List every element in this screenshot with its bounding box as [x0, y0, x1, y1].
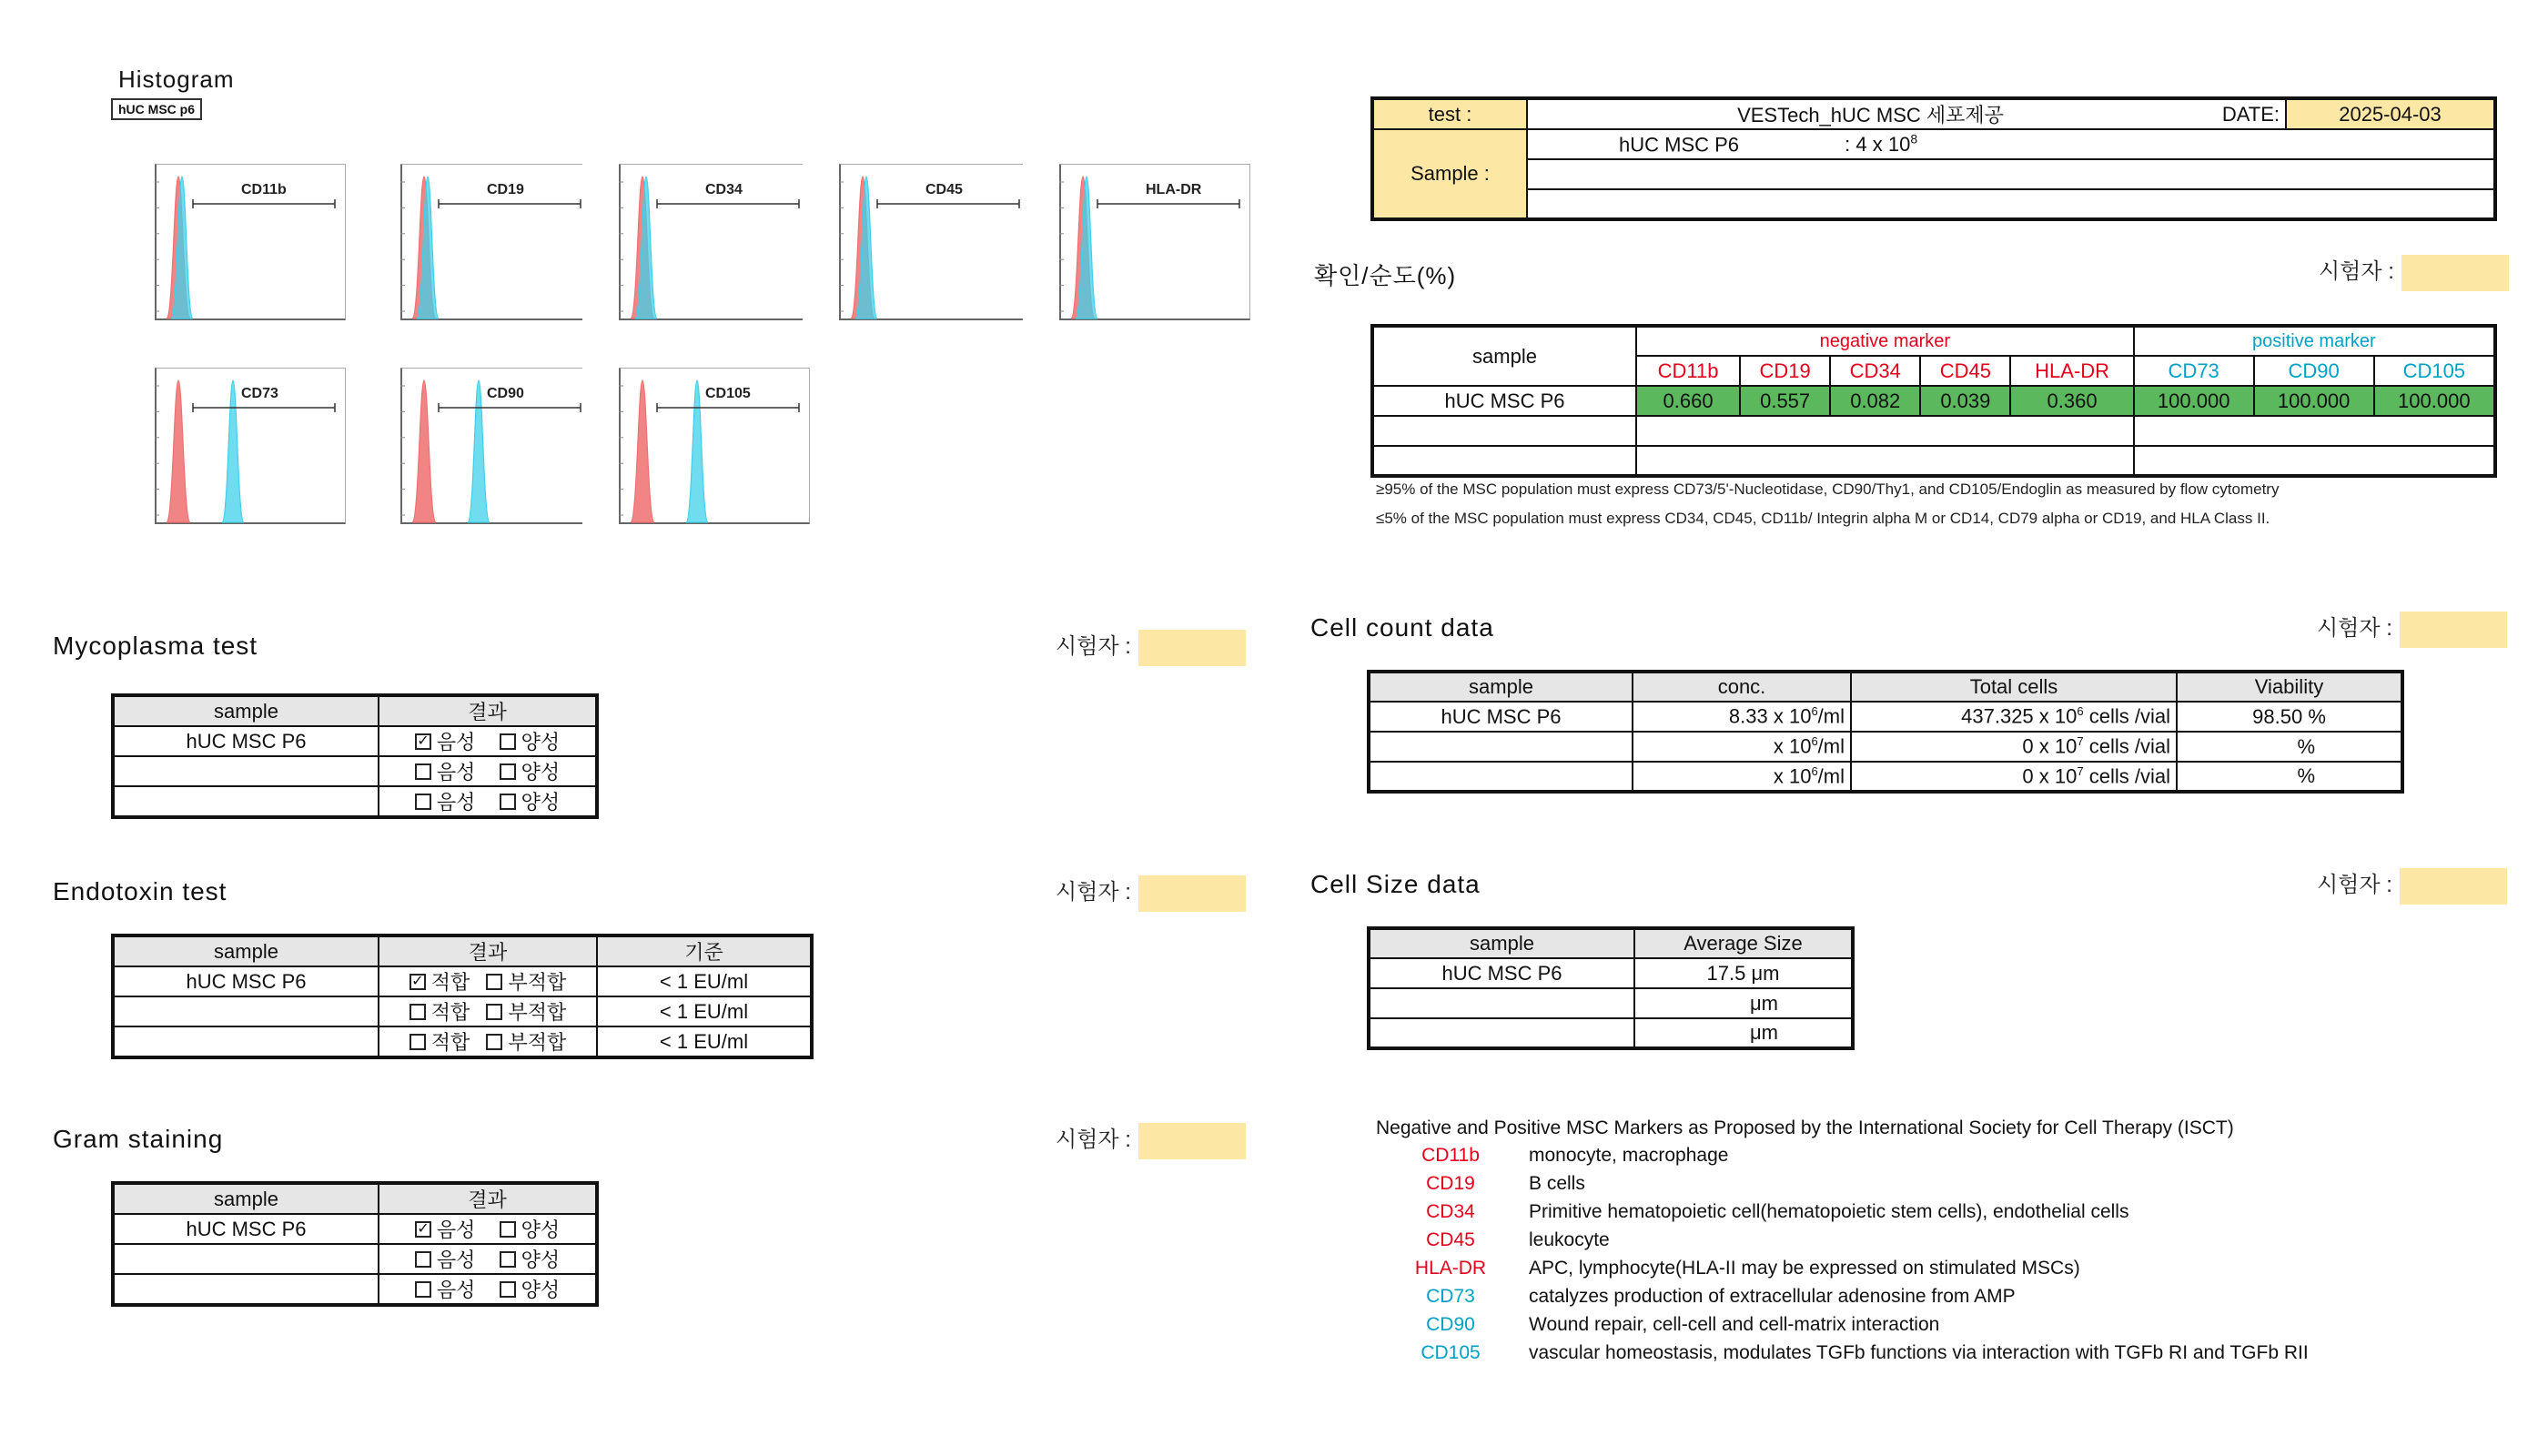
endo-row-result: ✓ 적합 부적합: [379, 966, 597, 996]
negative-marker-value: 0.082: [1830, 386, 1920, 416]
histogram-panel: [1023, 164, 1250, 346]
isct-description: catalyzes production of extracellular adenosine from AMP: [1529, 1286, 2016, 1307]
gram-neg-checkbox[interactable]: ✓: [415, 1221, 431, 1238]
isct-description: leukocyte: [1529, 1229, 1610, 1250]
cc-row-viability: 98.50 %: [2177, 702, 2402, 732]
isct-description: monocyte, macrophage: [1529, 1145, 1729, 1166]
histogram-panel: [803, 164, 1030, 346]
myco-row-result: ✓ 음성 양성: [379, 726, 597, 756]
cellsize-tester: 시험자 :: [2317, 866, 2507, 905]
myco-col-result: 결과: [379, 695, 597, 726]
cellsize-tester-box[interactable]: [2400, 868, 2507, 905]
isct-marker: CD11b: [1421, 1145, 1480, 1166]
endo-nok-checkbox[interactable]: [486, 1034, 502, 1050]
sample-row-3: [1527, 189, 2495, 219]
cs-col-avg: Average Size: [1634, 928, 1853, 958]
date-value: 2025-04-03: [2286, 98, 2495, 129]
endo-ok-checkbox[interactable]: ✓: [410, 974, 426, 990]
histogram-marker-label: CD19: [487, 182, 524, 197]
cellcount-tester-box[interactable]: [2400, 612, 2507, 648]
cs-row-size: μm: [1634, 988, 1853, 1018]
purity-note-1: ≥95% of the MSC population must express CD73/5'-Nucleotidase, CD90/Thy1, and CD105/Endoglin as measured by flow cytometry: [1376, 480, 2280, 498]
negative-marker-cd19: CD19: [1740, 356, 1830, 386]
cc-row-viability: %: [2177, 762, 2402, 792]
histogram-marker-label: CD90: [487, 386, 524, 401]
negative-marker-cd11b: CD11b: [1636, 356, 1740, 386]
cellsize-table: [1367, 926, 1855, 1050]
endotoxin-table: [111, 934, 814, 1059]
gram-row-sample: hUC MSC P6: [113, 1214, 379, 1244]
endo-row-criteria: < 1 EU/ml: [597, 1026, 812, 1057]
histogram-marker-label: CD34: [705, 182, 743, 197]
endo-row-result: 적합 부적합: [379, 996, 597, 1026]
isct-title: Negative and Positive MSC Markers as Proposed by the International Society for Cell Therapy (ISCT): [1376, 1117, 2234, 1138]
isct-description: Primitive hematopoietic cell(hematopoietic stem cells), endothelial cells: [1529, 1201, 2129, 1222]
positive-marker-value: 100.000: [2254, 386, 2374, 416]
endo-row-result: 적합 부적합: [379, 1026, 597, 1057]
cs-col-sample: sample: [1369, 928, 1634, 958]
negative-marker-cd45: CD45: [1920, 356, 2010, 386]
mycoplasma-tester: 시험자 :: [1056, 628, 1246, 666]
purity-tester: 시험자 :: [2319, 253, 2509, 291]
purity-title: 확인/순도(%): [1314, 262, 1457, 289]
negative-marker-value: 0.039: [1920, 386, 2010, 416]
isct-row: [1390, 1201, 2128, 1223]
positive-marker-cd105: CD105: [2374, 356, 2495, 386]
histogram-marker-label: HLA-DR: [1146, 182, 1202, 197]
gram-pos-checkbox[interactable]: [500, 1221, 516, 1238]
histogram-panel: [582, 368, 810, 550]
myco-col-sample: sample: [113, 695, 379, 726]
isct-description: vascular homeostasis, modulates TGFb functions via interaction with TGFb RI and TGFb RII: [1529, 1342, 2309, 1363]
purity-sample-header: sample: [1372, 326, 1636, 386]
purity-value-row: [1372, 386, 2495, 416]
positive-marker-value: 100.000: [2374, 386, 2495, 416]
negative-marker-cd34: CD34: [1830, 356, 1920, 386]
endotoxin-title: Endotoxin test: [53, 877, 228, 905]
isct-row: [1390, 1314, 1939, 1336]
isct-description: APC, lymphocyte(HLA-II may be expressed on stimulated MSCs): [1529, 1258, 2080, 1279]
cc-row-total: 437.325 x $10^6$ cells /vial: [1851, 702, 2177, 732]
myco-neg-checkbox[interactable]: ✓: [415, 733, 431, 750]
isct-row: [1390, 1286, 2016, 1308]
isct-marker: CD34: [1426, 1201, 1475, 1222]
myco-row-result: 음성 양성: [379, 756, 597, 786]
date-label: DATE:: [2213, 98, 2286, 129]
positive-marker-cd73: CD73: [2134, 356, 2254, 386]
negative-marker-value: 0.557: [1740, 386, 1830, 416]
cellcount-title: Cell count data: [1310, 613, 1494, 642]
purity-empty-row: [1372, 446, 2495, 476]
cc-col-conc: conc.: [1633, 672, 1851, 702]
cc-row-sample: hUC MSC P6: [1369, 702, 1633, 732]
isct-marker: HLA-DR: [1414, 1258, 1487, 1279]
positive-marker-header: positive marker: [2134, 326, 2495, 356]
histogram-panel: [364, 368, 592, 550]
histogram-panel: [582, 164, 810, 346]
purity-tester-box[interactable]: [2401, 255, 2509, 291]
mycoplasma-tester-box[interactable]: [1138, 630, 1246, 666]
cc-row-viability: %: [2177, 732, 2402, 762]
endo-col-sample: sample: [113, 935, 379, 966]
control-peak: [167, 380, 190, 522]
header-table: [1370, 96, 2497, 221]
isct-row: [1390, 1342, 2309, 1364]
isct-row: [1390, 1229, 1610, 1251]
histogram-panel: [364, 164, 592, 346]
cc-row-total: 0 x $10^7$ cells /vial: [1851, 762, 2177, 792]
myco-pos-checkbox[interactable]: [500, 763, 516, 780]
sample-label: Sample :: [1372, 129, 1527, 219]
cc-row-total: 0 x $10^7$ cells /vial: [1851, 732, 2177, 762]
endo-col-criteria: 기준: [597, 935, 812, 966]
endo-ok-checkbox[interactable]: [410, 1034, 426, 1050]
control-peak: [631, 380, 654, 522]
mycoplasma-title: Mycoplasma test: [53, 632, 258, 660]
endo-nok-checkbox[interactable]: [486, 974, 502, 990]
gram-title: Gram staining: [53, 1125, 224, 1153]
gram-col-sample: sample: [113, 1183, 379, 1214]
cs-row-size: 17.5 μm: [1634, 958, 1853, 988]
cc-row-conc: x $10^6/ml$: [1633, 732, 1851, 762]
negative-marker-value: 0.360: [2010, 386, 2133, 416]
cc-col-total: Total cells: [1851, 672, 2177, 702]
myco-pos-checkbox[interactable]: [500, 733, 516, 750]
endo-row-criteria: < 1 EU/ml: [597, 966, 812, 996]
cellcount-table: [1367, 670, 2404, 794]
histogram-marker-label: CD11b: [241, 182, 287, 197]
histogram-sample-tag: hUC MSC p6: [111, 98, 202, 120]
negative-marker-header: negative marker: [1636, 326, 2134, 356]
isct-marker: CD105: [1421, 1342, 1481, 1363]
gram-table: [111, 1181, 599, 1307]
myco-neg-checkbox[interactable]: [415, 794, 431, 810]
endo-row-criteria: < 1 EU/ml: [597, 996, 812, 1026]
endo-row-sample: hUC MSC P6: [113, 966, 379, 996]
purity-row-sample: hUC MSC P6: [1372, 386, 1636, 416]
positive-marker-value: 100.000: [2134, 386, 2254, 416]
myco-pos-checkbox[interactable]: [500, 794, 516, 810]
gram-neg-checkbox[interactable]: [415, 1251, 431, 1268]
histogram-marker-label: CD73: [241, 386, 278, 401]
cs-row-sample: hUC MSC P6: [1369, 958, 1634, 988]
endotoxin-tester-box[interactable]: [1138, 875, 1246, 912]
gram-pos-checkbox[interactable]: [500, 1251, 516, 1268]
histogram-panel: [118, 368, 346, 550]
gram-tester: 시험자 :: [1056, 1121, 1246, 1159]
gram-row-result: 음성 양성: [379, 1244, 597, 1274]
isct-marker: CD19: [1426, 1173, 1475, 1194]
cc-row-conc: x $10^6/ml$: [1633, 762, 1851, 792]
myco-row-result: 음성 양성: [379, 786, 597, 817]
gram-neg-checkbox[interactable]: [415, 1281, 431, 1298]
cc-col-viability: Viability: [2177, 672, 2402, 702]
isct-row: [1390, 1258, 2080, 1279]
mycoplasma-table: [111, 693, 599, 819]
purity-empty-row: [1372, 416, 2495, 446]
isct-description: Wound repair, cell-cell and cell-matrix interaction: [1529, 1314, 1940, 1335]
myco-neg-checkbox[interactable]: [415, 763, 431, 780]
purity-table: [1370, 324, 2497, 478]
gram-pos-checkbox[interactable]: [500, 1281, 516, 1298]
isct-marker: CD73: [1426, 1286, 1475, 1307]
negative-marker-value: 0.660: [1636, 386, 1740, 416]
isct-description: B cells: [1529, 1173, 1585, 1194]
test-label: test :: [1372, 98, 1527, 129]
sample-name: hUC MSC P6: [1619, 133, 1740, 157]
sample-row-2: [1527, 159, 2495, 189]
isct-row: [1390, 1173, 1585, 1195]
endo-nok-checkbox[interactable]: [486, 1004, 502, 1020]
myco-row-sample: hUC MSC P6: [113, 726, 379, 756]
cc-col-sample: sample: [1369, 672, 1633, 702]
gram-tester-box[interactable]: [1138, 1123, 1246, 1159]
purity-note-2: ≤5% of the MSC population must express CD34, CD45, CD11b/ Integrin alpha M or CD14, CD79 alpha or CD19, and HLA Class II.: [1376, 510, 2270, 527]
isct-marker: CD90: [1426, 1314, 1475, 1335]
isct-marker: CD45: [1426, 1229, 1475, 1250]
test-value: VESTech_hUC MSC 세포제공: [1527, 98, 2213, 129]
gram-row-result: 음성 양성: [379, 1274, 597, 1305]
positive-marker-cd90: CD90: [2254, 356, 2374, 386]
endo-ok-checkbox[interactable]: [410, 1004, 426, 1020]
endotoxin-tester: 시험자 :: [1056, 874, 1246, 912]
histogram-marker-label: CD105: [705, 386, 751, 401]
cellcount-tester: 시험자 :: [2317, 610, 2507, 648]
control-peak: [412, 380, 436, 522]
negative-marker-hla-dr: HLA-DR: [2010, 356, 2133, 386]
cellsize-title: Cell Size data: [1310, 870, 1481, 898]
histogram-marker-label: CD45: [925, 182, 963, 197]
histogram-title: Histogram: [118, 66, 235, 93]
isct-row: [1390, 1145, 1728, 1167]
cc-row-conc: 8.33 x $10^6/ml$: [1633, 702, 1851, 732]
endo-col-result: 결과: [379, 935, 597, 966]
sample-count: : 4 x $10^8$: [1845, 131, 1918, 157]
histogram-panel: [118, 164, 346, 346]
cs-row-size: μm: [1634, 1018, 1853, 1048]
gram-row-result: ✓ 음성 양성: [379, 1214, 597, 1244]
gram-col-result: 결과: [379, 1183, 597, 1214]
sample-row-1: [1527, 129, 2495, 159]
